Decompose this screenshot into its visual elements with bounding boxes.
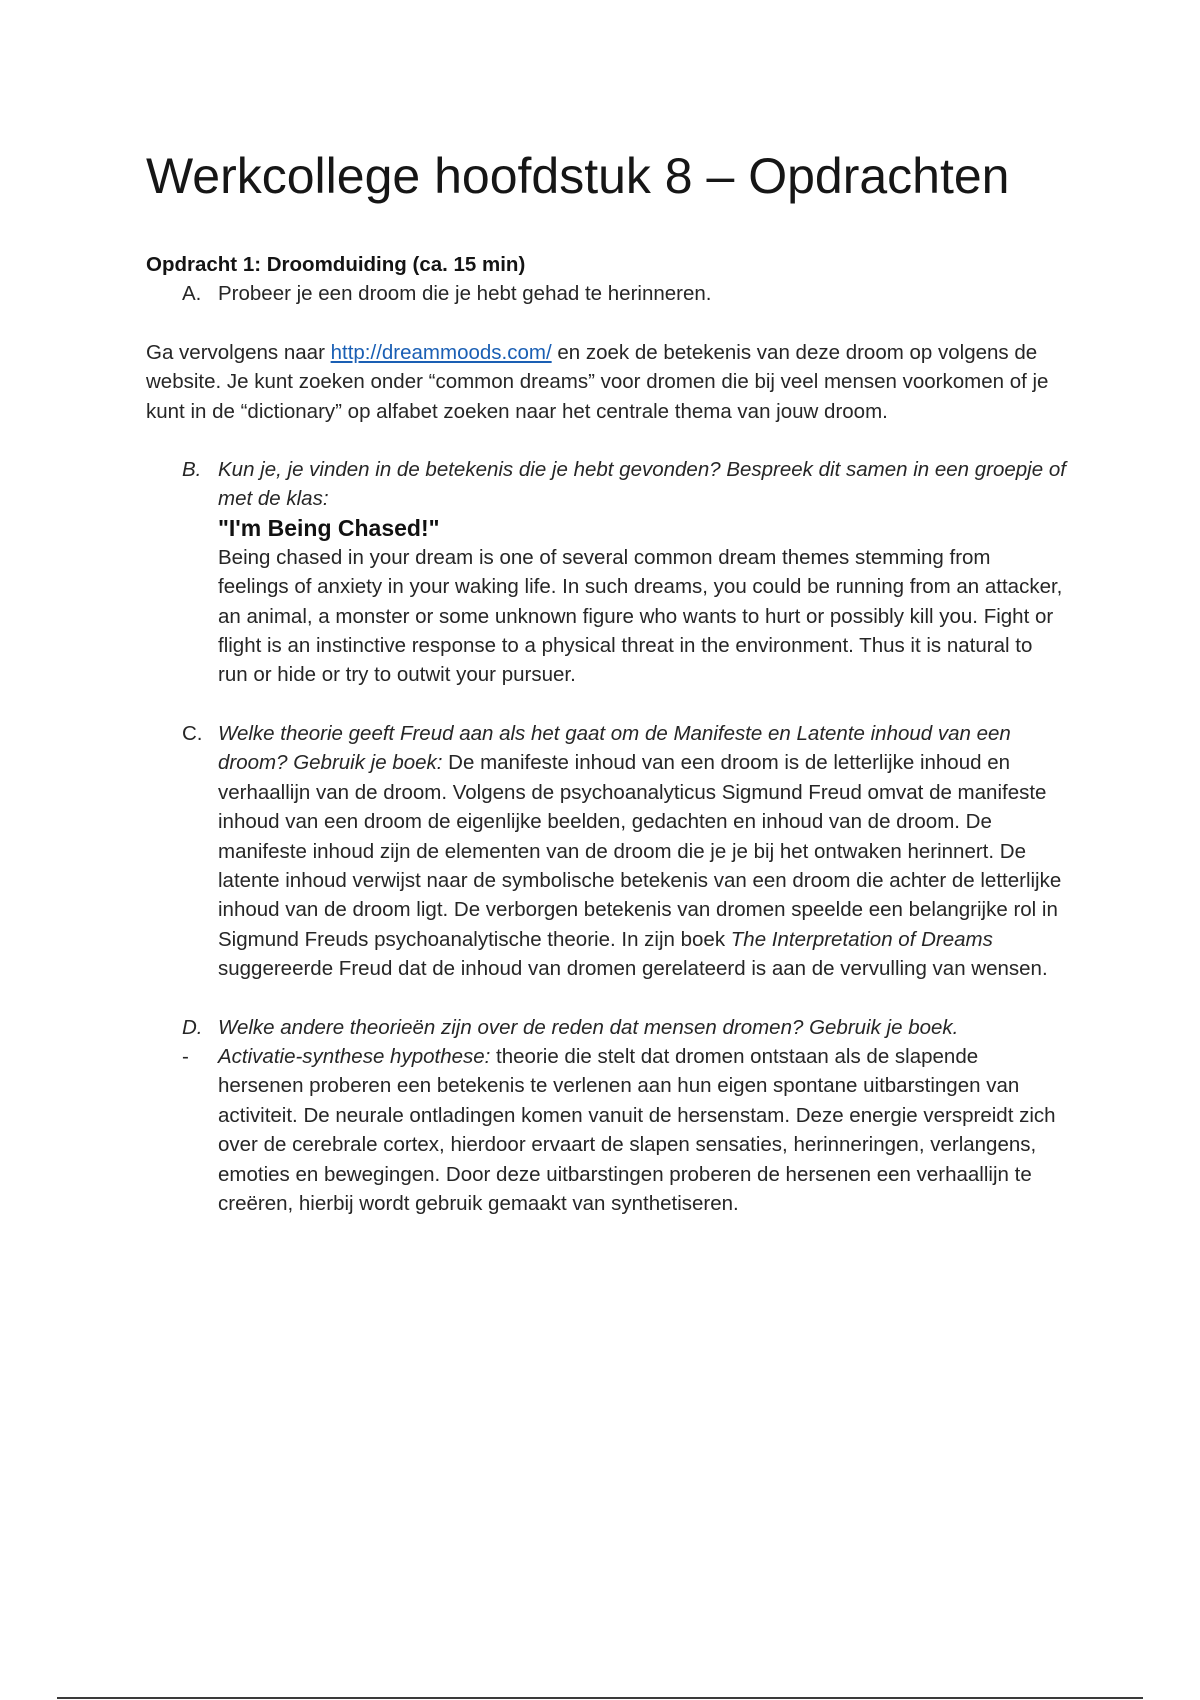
document-body — [146, 250, 1066, 1218]
bullet-text: theorie die stelt dat dromen ontstaan als de slapende hersenen proberen een betekenis te verlenen aan hun eigen spontane uitbarstingen van activiteit. De neurale ontladingen komen vanuit de hersenstam. Deze energie verspreidt zich over de cerebrale cortex, hierdoor ervaart de slapen sensaties, herinneringen, verlangens, emoties en bewegingen. Door deze uitbarstingen proberen de hersenen een verhaallijn te creëren, hierbij wordt gebruik gemaakt van synthetiseren. — [218, 1044, 1056, 1215]
page-title: Werkcollege hoofdstuk 8 – Opdrachten — [146, 148, 1010, 204]
assignment-heading: Opdracht 1: Droomduiding (ca. 15 min) — [146, 253, 526, 276]
list-item-b — [146, 455, 1066, 690]
item-c-answer-part1: De manifeste inhoud van een droom is de letterlijke inhoud en verhaallijn van de droom. Volgens de psychoanalyticus Sigmund Freud omvat de manifeste inhoud van een droom de eigenlijke beelden, gedachten en inhoud van de droom. De manifeste inhoud zijn de elementen van de droom die je je bij het ontwaken herinnert. De latente inhoud verwijst naar de symbolische betekenis van een droom die achter de letterlijke inhoud van de droom ligt. De verborgen betekenis van dromen speelde een belangrijke rol in Sigmund Freuds psychoanalytische theorie. In zijn boek — [218, 751, 1062, 951]
list-item-c — [146, 719, 1066, 984]
spacer — [146, 984, 1066, 1013]
list-marker-b: B. — [182, 458, 202, 482]
list-item-d — [146, 1013, 1066, 1042]
bullet-item — [146, 1042, 1066, 1218]
spacer — [146, 309, 1066, 338]
item-d-question: Welke andere theorieën zijn over de reden dat mensen dromen? Gebruik je boek. — [218, 1015, 959, 1039]
item-c-paragraph — [218, 719, 1066, 984]
list-marker-d: D. — [182, 1015, 203, 1039]
instruction-before-link: Ga vervolgens naar — [146, 340, 331, 364]
item-a-text: Probeer je een droom die je hebt gehad te herinneren. — [218, 282, 712, 306]
item-c-question: Welke theorie geeft Freud aan als het gaat om de Manifeste en Latente inhoud van een droom? Gebruik je boek: — [218, 721, 1011, 775]
quote-body: Being chased in your dream is one of several common dream themes stemming from feelings of anxiety in your waking life. In such dreams, you could be running from an attacker, an animal, a monster or some unknown figure who wants to hurt or possibly kill you. Fight or flight is an instinctive response to a physical threat in the environment. Thus it is natural to run or hide or try to outwit your pursuer. — [218, 545, 1063, 687]
book-title: The Interpretation of Dreams — [730, 927, 993, 951]
bullet-paragraph — [218, 1042, 1066, 1218]
page-bottom-divider — [57, 1697, 1143, 1699]
spacer — [146, 426, 1066, 455]
instruction-after-link: en zoek de betekenis van deze droom op volgens de website. Je kunt zoeken onder “common dreams” voor dromen die bij veel mensen voorkomen of je kunt in de “dictionary” op alfabet zoeken naar het centrale thema van jouw droom. — [146, 340, 1049, 423]
dreammoods-link[interactable]: http://dreammoods.com/ — [330, 340, 552, 364]
item-b-question: Kun je, je vinden in de betekenis die je hebt gevonden? Bespreek dit samen in een groepje of met de klas: — [218, 458, 1066, 511]
bullet-term: Activatie-synthese hypothese: — [218, 1044, 491, 1068]
list-marker-a: A. — [182, 282, 202, 306]
spacer — [146, 690, 1066, 719]
item-c-answer-part2: suggereerde Freud dat de inhoud van dromen gerelateerd is aan de vervulling van wensen. — [218, 957, 1048, 981]
list-item-a — [146, 279, 1066, 308]
instruction-paragraph — [146, 338, 1066, 426]
bullet-marker: - — [182, 1044, 189, 1068]
list-marker-c: C. — [182, 721, 203, 745]
quote-title: "I'm Being Chased!" — [218, 514, 440, 541]
